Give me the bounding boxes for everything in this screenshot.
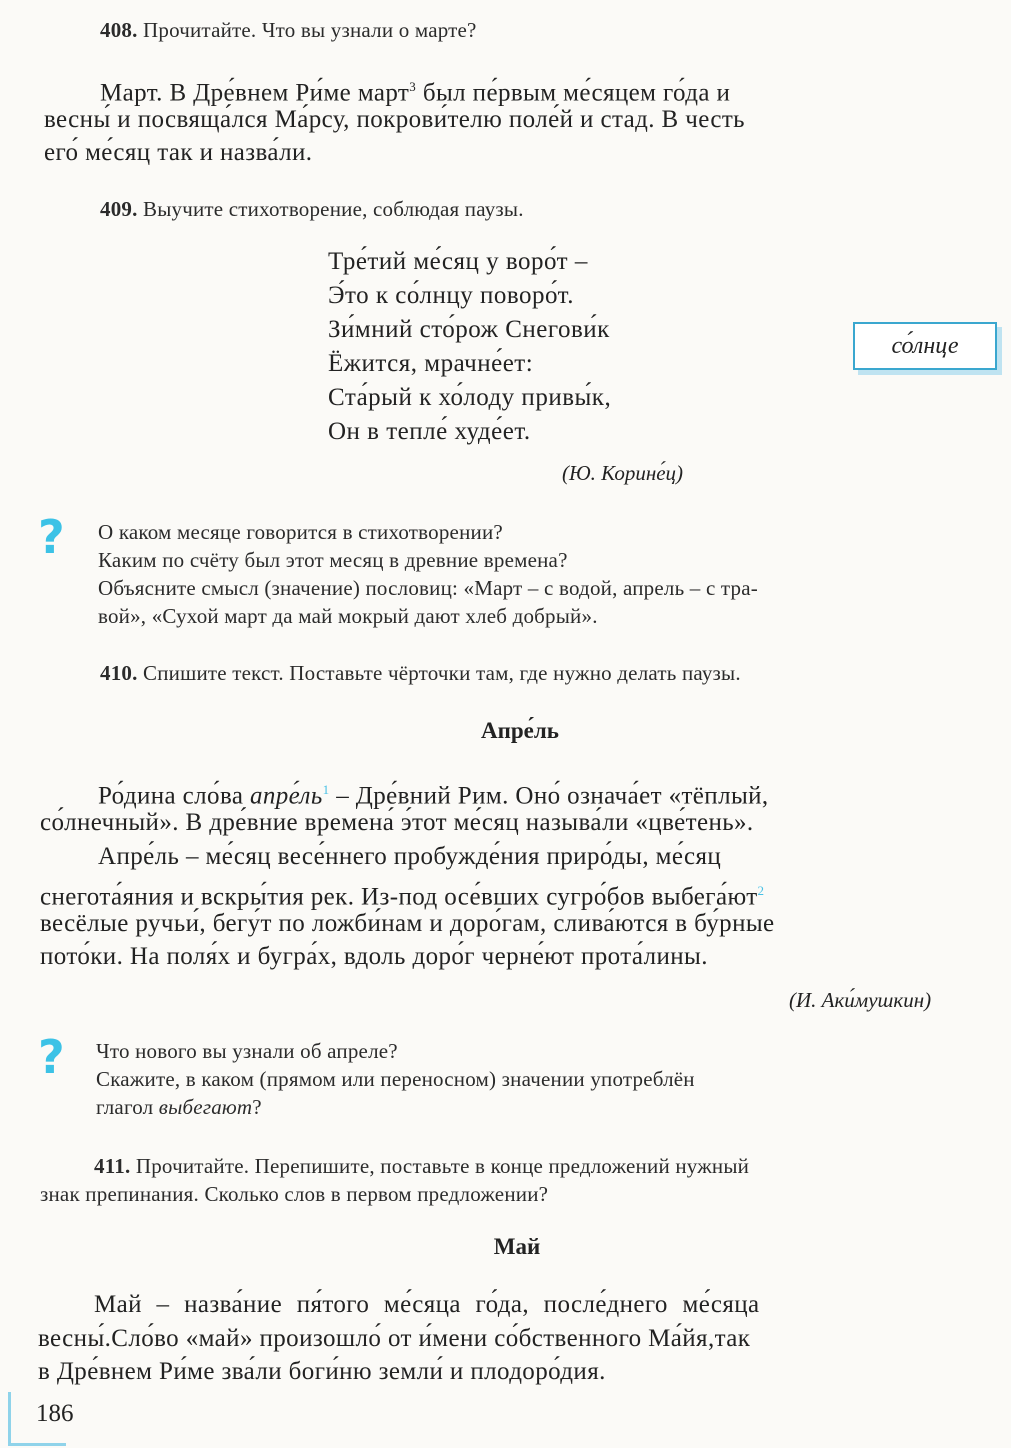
ex410-line-2: со́лнечный». В дре́вние времена́ э́тот ме́сяц называ́ли «цве́тень». — [40, 809, 754, 836]
ex410-line-6: пото́ки. На поля́х и бугра́х, вдоль доро́г черне́ют прота́лины. — [40, 943, 708, 970]
vocabulary-word-box: со́лнце — [853, 322, 997, 370]
footnote-mark: 3 — [409, 79, 417, 94]
poem — [328, 245, 611, 449]
poem-line: Тре́тий ме́сяц у воро́т – — [328, 248, 588, 275]
exercise-number: 411. — [94, 1154, 131, 1178]
page-number: 186 — [36, 1400, 74, 1427]
question: глагол выбегают? — [96, 1095, 262, 1119]
question: О каком месяце говорится в стихотворении? — [98, 520, 503, 544]
exercise-number: 409. — [100, 197, 138, 221]
ex410-line-5: весёлые ручьи́, бегу́т по ложби́нам и доро́гам, слива́ются в бу́рные — [40, 910, 775, 937]
exercise-411-task: 411. Прочитайте. Перепишите, поставьте в конце предложений нужный знак препинания. Сколько слов в первом предложении? — [40, 1154, 750, 1206]
ex408-line-3: его́ ме́сяц так и назва́ли. — [44, 139, 313, 166]
poem-line: Зи́мний сто́рож Снегови́к — [328, 316, 610, 343]
ex410-line-1: Ро́дина сло́ва $апре́ль^1$ – Дре́вний Рим. Оно́ означа́ет «тёплый, — [98, 782, 769, 810]
question: Объясните смысл (значение) пословиц: «Март – с водой, апрель – с тра- — [98, 576, 758, 600]
poem-author: (Ю. Корине́ц) — [562, 461, 684, 485]
question: Что нового вы узнали об апреле? — [96, 1039, 398, 1063]
exercise-408-task: 408. Прочитайте. Что вы узнали о марте? — [100, 18, 477, 42]
poem-line: Ста́рый к хо́лоду привы́к, — [328, 384, 612, 411]
ex411-line-1: Май – назва́ние пя́того ме́сяца го́да, после́днего ме́сяца — [94, 1291, 760, 1318]
ex411-line-2: весны́.Сло́во «май» произошло́ от и́мени со́бственного Ма́йя,так — [38, 1325, 751, 1352]
text-author: (И. Аки́мушкин) — [789, 988, 932, 1012]
question-mark-icon: ? — [38, 510, 65, 564]
question: Скажите, в каком (прямом или переносном) значении употреблён — [96, 1067, 695, 1091]
question-mark-icon: ? — [38, 1030, 65, 1084]
ex410-line-4: снегота́яния и вскры́тия рек. Из-под осе́вших сугро́бов $выбега́ют^2$ — [40, 883, 765, 911]
ex408-line-1: Март. В Дре́внем Ри́ме март$^3$ был пе́рвым ме́сяцем го́да и — [100, 79, 731, 107]
ex410-line-3: Апре́ль – ме́сяц весе́ннего пробужде́ния приро́ды, ме́сяц — [98, 843, 722, 870]
question: вой», «Сухой март да май мокрый дают хлеб добрый». — [98, 604, 598, 628]
poem-line: Ёжится, мрачне́ет: — [328, 350, 534, 377]
footnote-mark: 1 — [322, 782, 330, 797]
exercise-number: 408. — [100, 18, 138, 42]
poem-line: Он в тепле́ худе́ет. — [328, 418, 531, 445]
question: Каким по счёту был этот месяц в древние времена? — [98, 548, 568, 572]
ex408-line-2: весны́ и посвяща́лся Ма́рсу, покрови́телю поле́й и стад. В честь — [44, 106, 745, 133]
exercise-409-task: 409. Выучите стихотворение, соблюдая паузы. — [100, 197, 524, 221]
ex411-line-3: в Дре́внем Ри́ме зва́ли боги́ню земли́ и плодоро́дия. — [38, 1358, 606, 1385]
page-corner-bar — [8, 1392, 11, 1446]
page-corner-bar — [8, 1443, 66, 1446]
poem-line: Э́то к со́лнцу поворо́т. — [328, 282, 574, 309]
questions-410 — [96, 1037, 695, 1121]
exercise-410-task: 410. Спишите текст. Поставьте чёрточки там, где нужно делать паузы. — [100, 661, 741, 685]
footnote-mark: 2 — [757, 883, 765, 898]
questions-409 — [98, 518, 758, 630]
text-title-april: Апре́ль — [481, 718, 559, 743]
text-title-may: Май — [493, 1234, 541, 1259]
exercise-number: 410. — [100, 661, 138, 685]
